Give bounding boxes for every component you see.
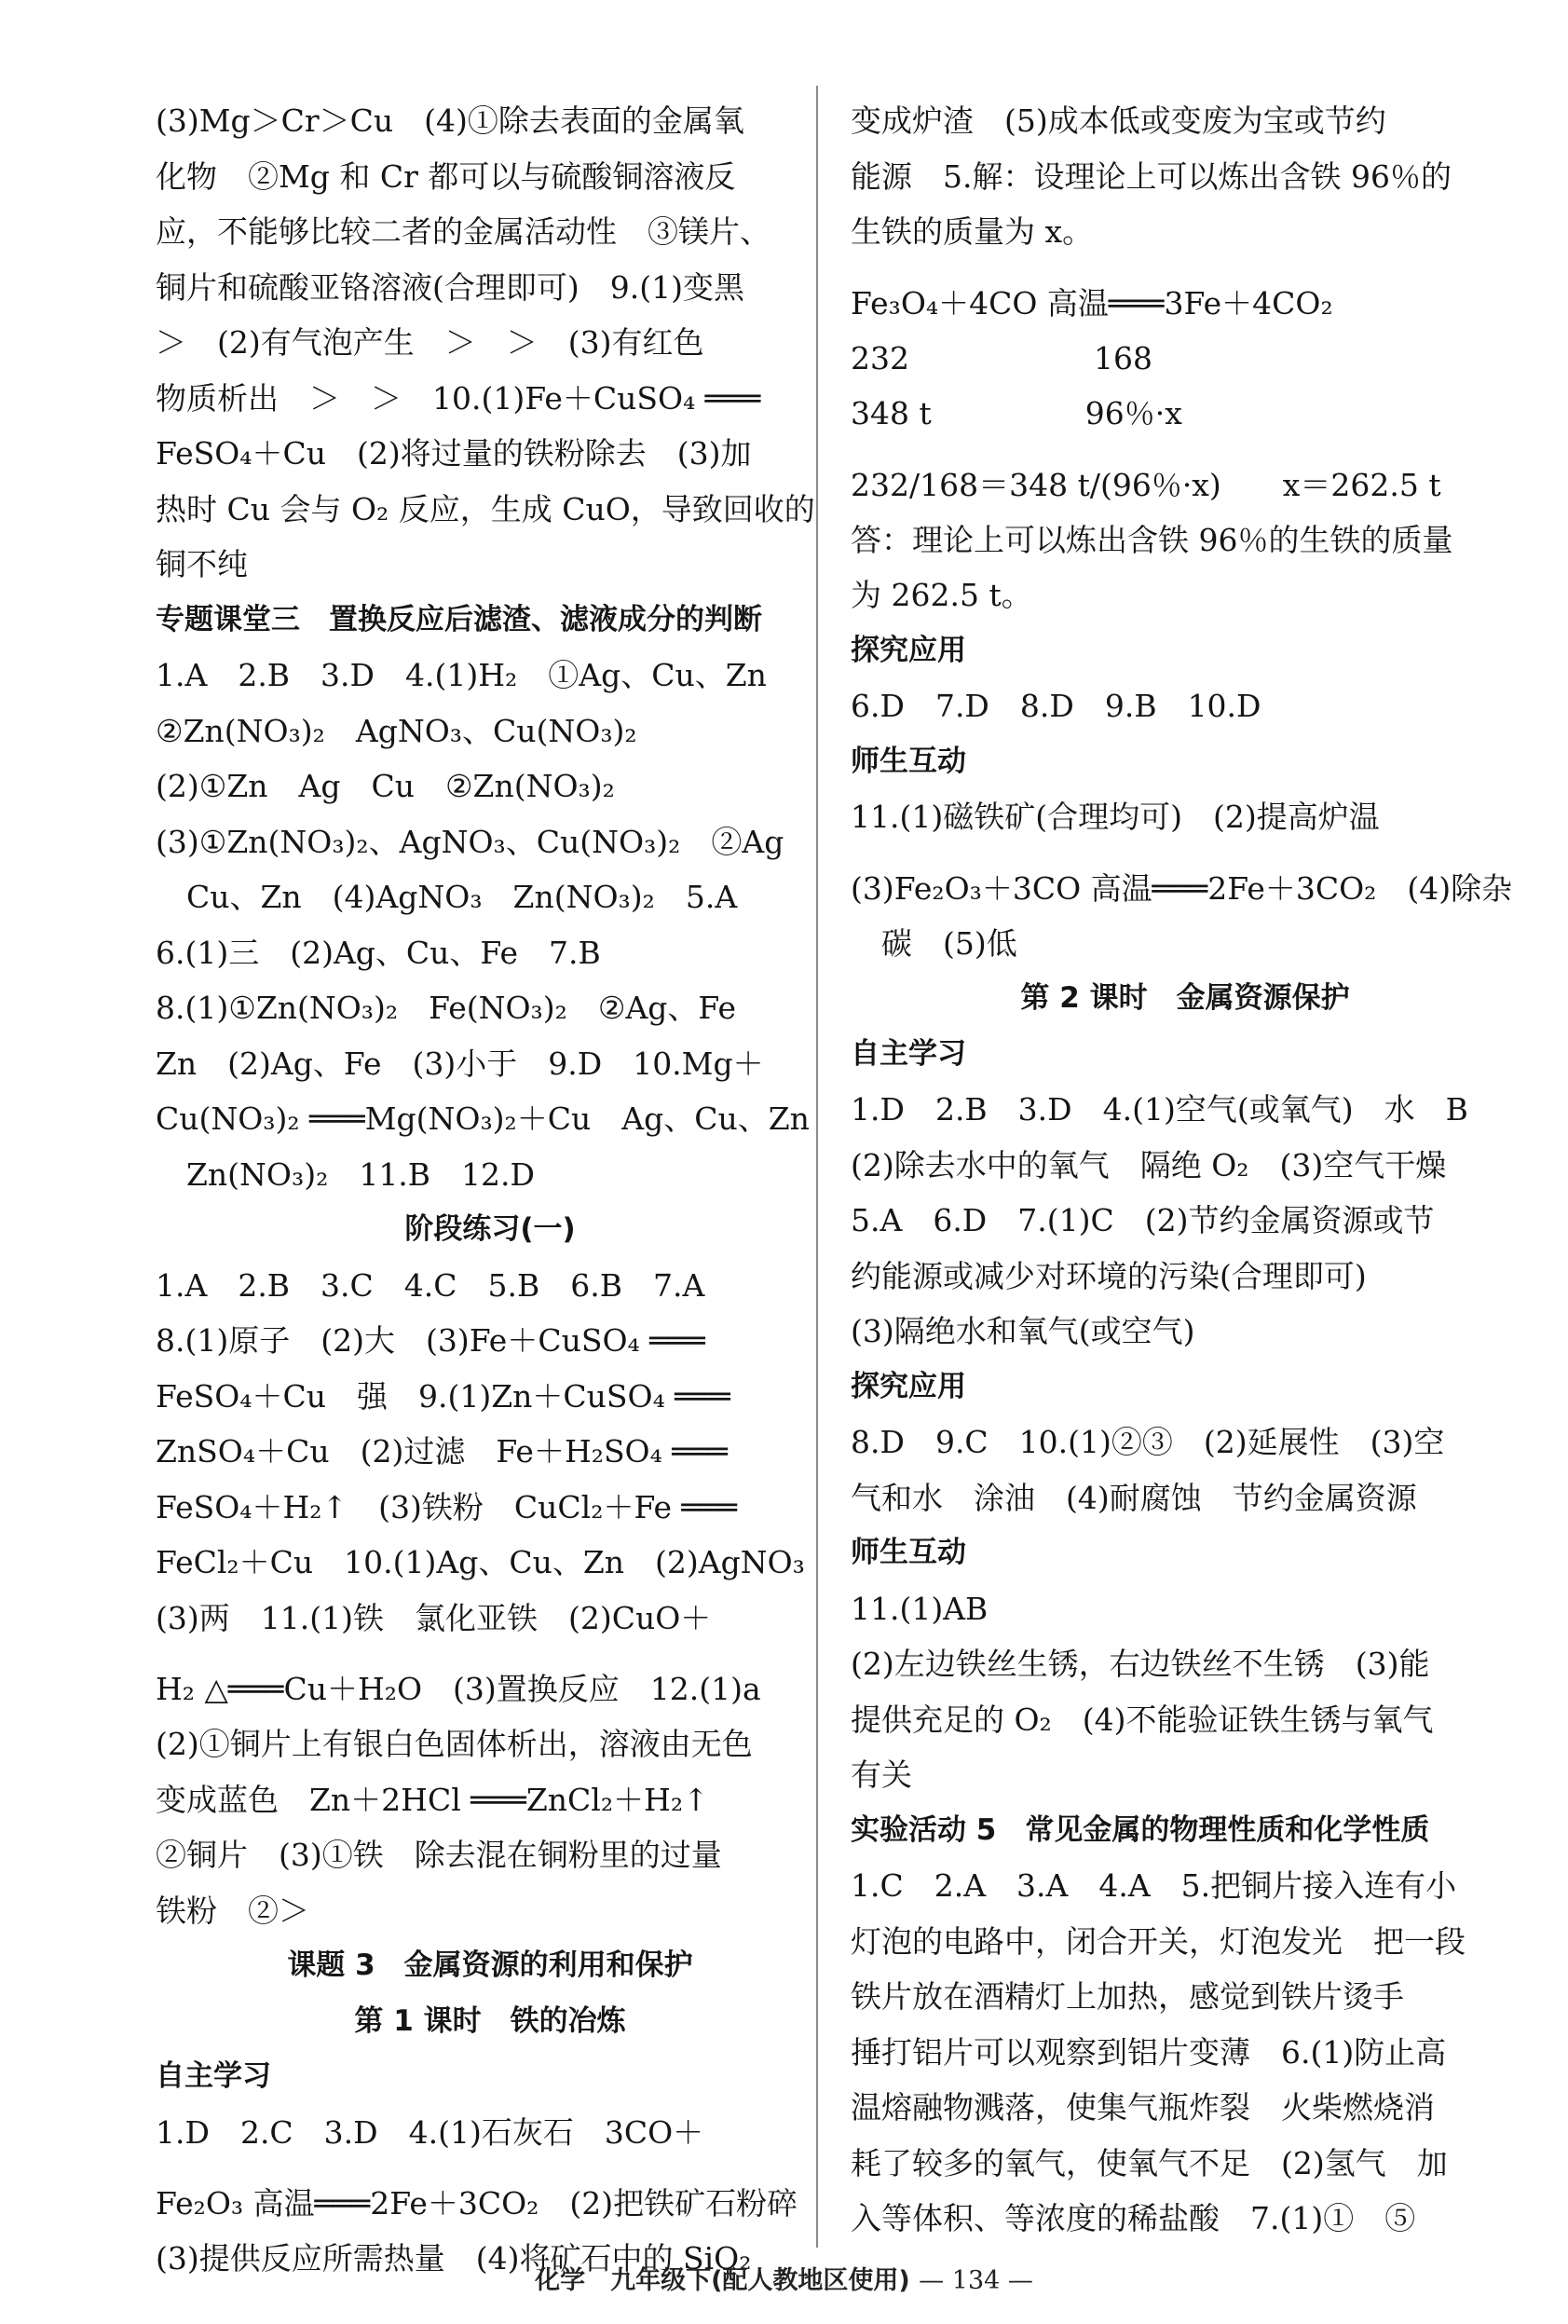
left-text-line: ZnSO₄＋Cu (2)过滤 Fe＋H₂SO₄ ═══ xyxy=(156,1433,728,1470)
left-text-line: 1.A 2.B 3.D 4.(1)H₂ ①Ag、Cu、Zn xyxy=(156,657,767,693)
right-section-heading: 第 2 课时 金属资源保护 xyxy=(1020,981,1350,1015)
right-text-line: 碳 (5)低 xyxy=(851,924,1017,962)
left-text-line: 热时 Cu 会与 O₂ 反应，生成 CuO，导致回收的 xyxy=(156,490,815,527)
right-text-line: 提供充足的 O₂ (4)不能验证铁生锈与氧气 xyxy=(851,1701,1434,1738)
right-answer-column xyxy=(851,93,1520,2247)
right-text-line: 有关 xyxy=(851,1757,912,1793)
left-section-heading: 专题课堂三 置换反应后滤渣、滤液成分的判断 xyxy=(156,602,762,636)
right-text-line: (3)隔绝水和氧气(或空气) xyxy=(851,1313,1195,1349)
left-text-line: 铜片和硫酸亚铬溶液(合理即可) 9.(1)变黑 xyxy=(156,268,744,306)
right-text-line: 捶打铝片可以观察到铝片变薄 6.(1)防止高 xyxy=(851,2033,1447,2071)
left-text-line: (3)提供反应所需热量 (4)将矿石中的 SiO₂ xyxy=(156,2240,752,2276)
right-section-heading: 探究应用 xyxy=(851,1369,966,1403)
left-text-line: 6.(1)三 (2)Ag、Cu、Fe 7.B xyxy=(156,934,601,971)
right-text-line: 入等体积、等浓度的稀盐酸 7.(1)① ⑤ xyxy=(851,2200,1416,2236)
right-section-heading: 自主学习 xyxy=(851,1036,966,1071)
right-text-line: 为 262.5 t。 xyxy=(851,577,1032,613)
left-section-heading: 第 1 课时 铁的冶炼 xyxy=(354,2003,626,2038)
right-text-line: 6.D 7.D 8.D 9.B 10.D xyxy=(851,688,1261,724)
right-text-line: 11.(1)AB xyxy=(851,1590,989,1627)
left-answer-column xyxy=(156,93,825,2287)
left-text-line: 铜不纯 xyxy=(156,546,248,582)
right-text-line: 气和水 涂油 (4)耐腐蚀 节约金属资源 xyxy=(851,1479,1417,1516)
left-section-heading: 课题 3 金属资源的利用和保护 xyxy=(287,1948,693,1982)
right-text-line: 1.D 2.B 3.D 4.(1)空气(或氧气) 水 B xyxy=(851,1091,1468,1128)
footer-subject: 化学 九年级下(配人教地区使用) xyxy=(535,2266,910,2295)
left-text-line: 铁粉 ②＞ xyxy=(156,1892,309,1929)
left-text-line: FeCl₂＋Cu 10.(1)Ag、Cu、Zn (2)AgNO₃ xyxy=(156,1544,805,1580)
left-section-heading: 自主学习 xyxy=(156,2059,271,2093)
left-text-line: 8.(1)①Zn(NO₃)₂ Fe(NO₃)₂ ②Ag、Fe xyxy=(156,990,737,1026)
left-section-heading: 阶段练习(一) xyxy=(404,1212,576,1246)
left-text-line: ②Zn(NO₃)₂ AgNO₃、Cu(NO₃)₂ xyxy=(156,712,637,749)
right-text-line: (2)左边铁丝生锈，右边铁丝不生锈 (3)能 xyxy=(851,1646,1430,1682)
left-text-line: 物质析出 ＞ ＞ 10.(1)Fe＋CuSO₄ ═══ xyxy=(156,379,761,417)
left-text-line: FeSO₄＋Cu (2)将过量的铁粉除去 (3)加 xyxy=(156,435,752,472)
left-text-line: (3)①Zn(NO₃)₂、AgNO₃、Cu(NO₃)₂ ②Ag xyxy=(156,823,784,860)
left-text-line: Fe₂O₃ 高温═══2Fe＋3CO₂ (2)把铁矿石粉碎 xyxy=(156,2185,798,2221)
right-text-line: 5.A 6.D 7.(1)C (2)节约金属资源或节 xyxy=(851,1202,1435,1238)
right-text-line: 232/168＝348 t/(96％·x) x＝262.5 t xyxy=(851,466,1441,503)
left-text-line: 1.D 2.C 3.D 4.(1)石灰石 3CO＋ xyxy=(156,2113,704,2151)
right-text-line: (2)除去水中的氧气 隔绝 O₂ (3)空气干燥 xyxy=(851,1146,1447,1183)
left-text-line: (3)两 11.(1)铁 氯化亚铁 (2)CuO＋ xyxy=(156,1599,712,1636)
page-number: — 134 — xyxy=(919,2266,1033,2295)
right-text-line: (3)Fe₂O₃＋3CO 高温═══2Fe＋3CO₂ (4)除杂 xyxy=(851,869,1513,907)
right-text-line: 铁片放在酒精灯上加热，感觉到铁片烫手 xyxy=(851,1978,1404,2015)
left-text-line: (2)①Zn Ag Cu ②Zn(NO₃)₂ xyxy=(156,768,615,804)
right-text-line: 348 t 96％·x xyxy=(851,395,1182,431)
right-text-line: 约能源或减少对环境的污染(合理即可) xyxy=(851,1257,1367,1294)
left-text-line: Zn(NO₃)₂ 11.B 12.D xyxy=(156,1155,535,1193)
right-section-heading: 实验活动 5 常见金属的物理性质和化学性质 xyxy=(851,1812,1430,1847)
left-text-line: 应，不能够比较二者的金属活动性 ③镁片、 xyxy=(156,213,770,250)
left-text-line: 1.A 2.B 3.C 4.C 5.B 6.B 7.A xyxy=(156,1266,705,1304)
right-section-heading: 探究应用 xyxy=(851,633,966,667)
left-text-line: ②铜片 (3)①铁 除去混在铜粉里的过量 xyxy=(156,1837,722,1873)
left-text-line: H₂ △═══Cu＋H₂O (3)置换反应 12.(1)a xyxy=(156,1671,761,1707)
left-text-line: (3)Mg＞Cr＞Cu (4)①除去表面的金属氧 xyxy=(156,103,744,139)
left-text-line: FeSO₄＋H₂↑ (3)铁粉 CuCl₂＋Fe ═══ xyxy=(156,1488,738,1525)
right-text-line: Fe₃O₄＋4CO 高温═══3Fe＋4CO₂ xyxy=(851,284,1333,321)
right-text-line: 8.D 9.C 10.(1)②③ (2)延展性 (3)空 xyxy=(851,1424,1445,1460)
left-text-line: Cu、Zn (4)AgNO₃ Zn(NO₃)₂ 5.A xyxy=(156,879,738,915)
left-text-line: ＞ (2)有气泡产生 ＞ ＞ (3)有红色 xyxy=(156,324,704,361)
left-text-line: FeSO₄＋Cu 强 9.(1)Zn＋CuSO₄ ═══ xyxy=(156,1377,730,1415)
right-text-line: 能源 5.解：设理论上可以炼出含铁 96％的 xyxy=(851,157,1452,195)
right-text-line: 11.(1)磁铁矿(合理均可) (2)提高炉温 xyxy=(851,799,1380,835)
left-text-line: 化物 ②Mg 和 Cr 都可以与硫酸铜溶液反 xyxy=(156,157,736,195)
left-text-line: Cu(NO₃)₂ ═══Mg(NO₃)₂＋Cu Ag、Cu、Zn xyxy=(156,1100,810,1137)
right-section-heading: 师生互动 xyxy=(851,1536,966,1569)
left-text-line: 8.(1)原子 (2)大 (3)Fe＋CuSO₄ ═══ xyxy=(156,1322,705,1359)
left-text-line: Zn (2)Ag、Fe (3)小于 9.D 10.Mg＋ xyxy=(156,1045,764,1082)
right-section-heading: 师生互动 xyxy=(851,744,966,778)
left-text-line: 变成蓝色 Zn＋2HCl ═══ZnCl₂＋H₂↑ xyxy=(156,1781,709,1818)
right-text-line: 生铁的质量为 x。 xyxy=(851,213,1094,250)
right-text-line: 耗了较多的氧气，使氧气不足 (2)氢气 加 xyxy=(851,2144,1448,2181)
right-text-line: 1.C 2.A 3.A 4.A 5.把铜片接入连有小 xyxy=(851,1867,1457,1904)
left-text-line: (2)①铜片上有银白色固体析出，溶液由无色 xyxy=(156,1726,753,1762)
right-text-line: 变成炉渣 (5)成本低或变废为宝或节约 xyxy=(851,103,1386,139)
right-text-line: 232 168 xyxy=(851,339,1152,376)
right-text-line: 温熔融物溅落，使集气瓶炸裂 火柴燃烧消 xyxy=(851,2089,1435,2126)
column-divider xyxy=(816,86,818,2248)
right-text-line: 灯泡的电路中，闭合开关，灯泡发光 把一段 xyxy=(851,1922,1466,1960)
page-footer xyxy=(0,2260,1568,2296)
right-text-line: 答：理论上可以炼出含铁 96％的生铁的质量 xyxy=(851,521,1453,558)
